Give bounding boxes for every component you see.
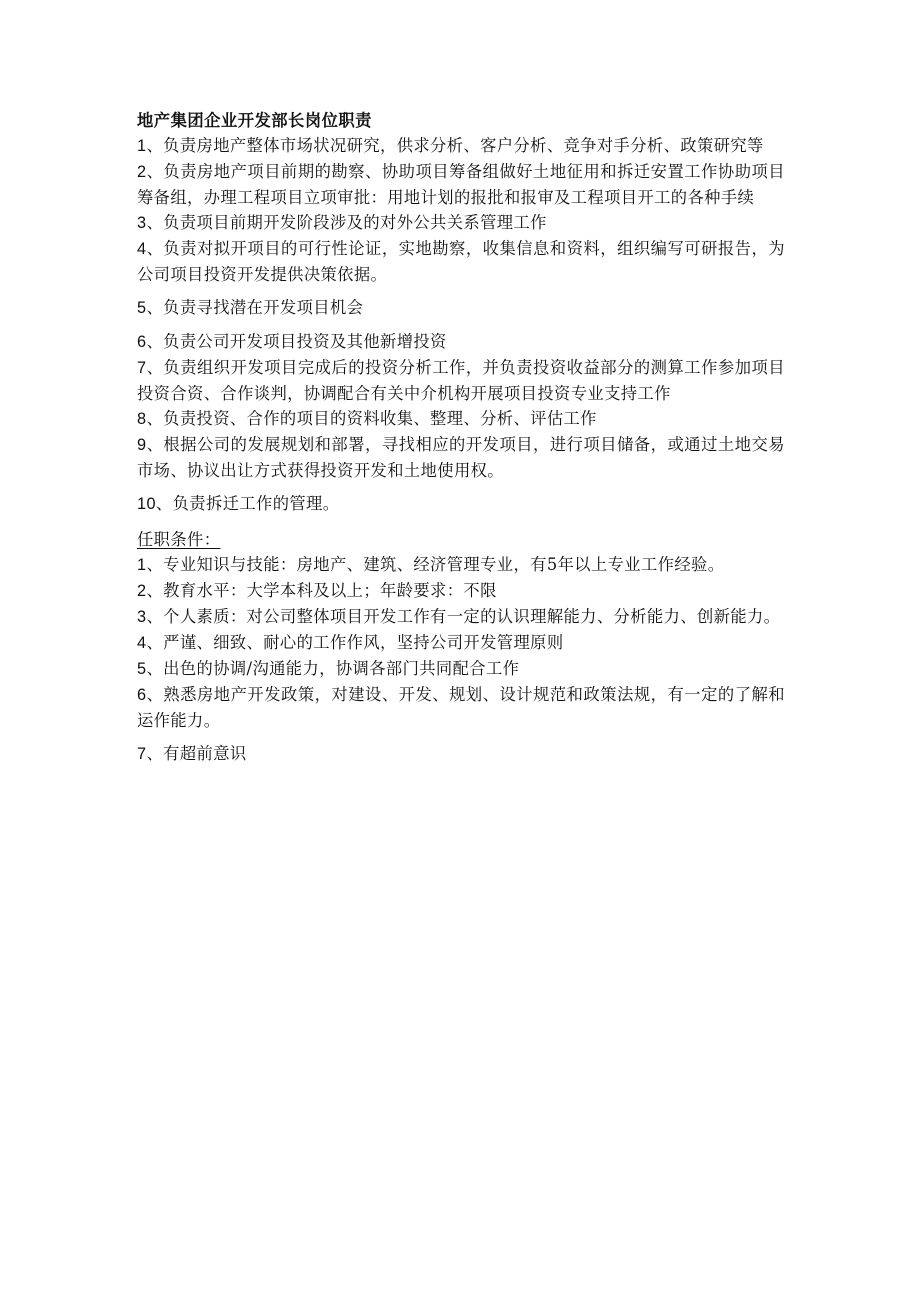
duty-text: 、负责房地产整体市场状况研究，供求分析、客户分析、竞争对手分析、政策研究等 <box>146 136 764 155</box>
duty-item-9 <box>137 432 785 483</box>
requirement-text: 、熟悉房地产开发政策，对建设、开发、规划、设计规范和政策法规，有一定的了解和运作能力。 <box>137 685 785 730</box>
duty-text: 、负责组织开发项目完成后的投资分析工作，并负责投资收益部分的测算工作参加项目投资合资、合作谈判，协调配合有关中介机构开展项目投资专业支持工作 <box>137 358 785 403</box>
duty-number: 8 <box>137 410 147 428</box>
requirement-text: 、个人素质：对公司整体项目开发工作有一定的认识理解能力、分析能力、创新能力。 <box>146 607 781 626</box>
duty-item-10 <box>137 491 785 517</box>
duty-text: 、负责对拟开项目的可行性论证，实地勘察，收集信息和资料，组织编写可研报告，为公司项目投资开发提供决策依据。 <box>137 239 785 284</box>
duty-text: 、负责项目前期开发阶段涉及的对外公共关系管理工作 <box>146 213 547 232</box>
duty-item-5 <box>137 295 785 321</box>
requirement-item-2 <box>137 578 785 604</box>
duty-item-4 <box>137 236 785 287</box>
duty-number: 3 <box>137 214 147 232</box>
document-title: 地产集团企业开发部长岗位职责 <box>137 111 372 130</box>
requirement-item-4 <box>137 630 785 656</box>
duty-text: 、负责寻找潜在开发项目机会 <box>146 298 364 317</box>
requirement-text: 、专业知识与技能：房地产、建筑、经济管理专业，有5年以上专业工作经验。 <box>146 555 725 574</box>
duty-text: 、负责公司开发项目投资及其他新增投资 <box>146 332 447 351</box>
requirement-item-1 <box>137 552 785 578</box>
duty-text: 、负责拆迁工作的管理。 <box>155 494 340 513</box>
requirement-number: 2 <box>137 582 147 600</box>
duty-number: 5 <box>137 299 147 317</box>
duty-number: 1 <box>137 137 147 155</box>
duty-item-1 <box>137 133 785 159</box>
duty-text: 、根据公司的发展规划和部署，寻找相应的开发项目，进行项目储备，或通过土地交易市场、协议出让方式获得投资开发和土地使用权。 <box>137 435 785 480</box>
requirements-heading: 任职条件： <box>137 530 221 549</box>
document-page <box>137 108 785 767</box>
duty-text: 、负责房地产项目前期的勘察、协助项目筹备组做好土地征用和拆迁安置工作协助项目筹备组，办理工程项目立项审批：用地计划的报批和报审及工程项目开工的各种手续 <box>137 162 785 207</box>
requirement-number: 7 <box>137 745 147 763</box>
duty-item-7 <box>137 355 785 406</box>
requirement-item-5 <box>137 656 785 682</box>
requirement-item-6 <box>137 682 785 733</box>
duty-item-8 <box>137 406 785 432</box>
requirement-number: 3 <box>137 608 147 626</box>
duty-text: 、负责投资、合作的项目的资料收集、整理、分析、评估工作 <box>146 409 597 428</box>
duty-number: 6 <box>137 333 147 351</box>
duty-number: 7 <box>137 359 147 377</box>
requirement-number: 5 <box>137 660 147 678</box>
requirement-number: 6 <box>137 686 147 704</box>
duty-item-2 <box>137 159 785 210</box>
duty-number: 10 <box>137 495 156 513</box>
duty-number: 4 <box>137 240 147 258</box>
duty-item-3 <box>137 210 785 236</box>
duty-number: 2 <box>137 163 147 181</box>
duty-item-6 <box>137 329 785 355</box>
requirement-text: 、严谨、细致、耐心的工作作风，坚持公司开发管理原则 <box>146 633 564 652</box>
requirement-number: 4 <box>137 634 147 652</box>
duty-number: 9 <box>137 436 147 454</box>
requirement-number: 1 <box>137 556 147 574</box>
requirement-item-3 <box>137 604 785 630</box>
requirement-text: 、出色的协调/沟通能力，协调各部门共同配合工作 <box>146 659 520 678</box>
requirement-text: 、教育水平：大学本科及以上；年龄要求：不限 <box>146 581 497 600</box>
requirement-item-7 <box>137 741 785 767</box>
requirement-text: 、有超前意识 <box>146 744 247 763</box>
